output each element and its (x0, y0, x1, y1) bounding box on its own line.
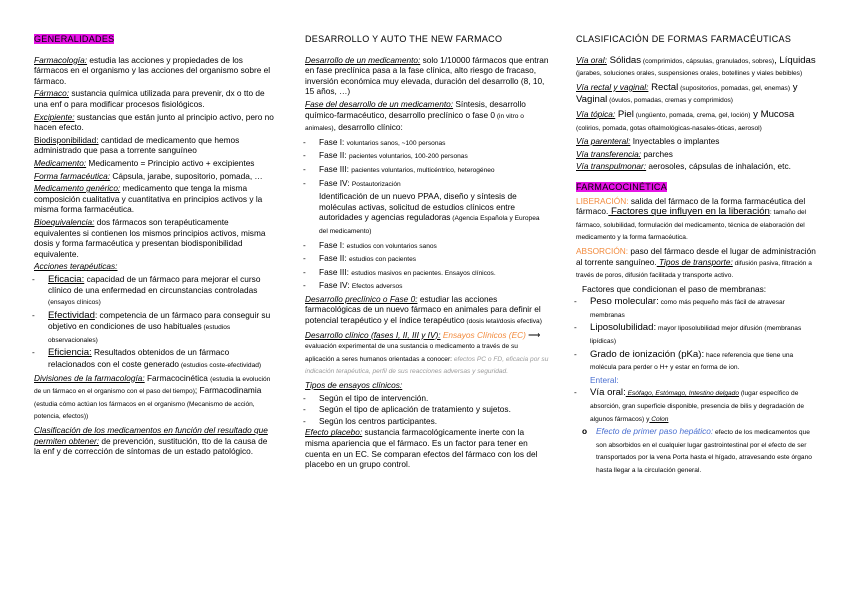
term: Eficacia: (48, 273, 85, 285)
arrow-icon: ⟶ (525, 329, 541, 340)
term: Excipiente: (34, 111, 75, 122)
def-via-oral (576, 55, 816, 80)
subterm: Tipos de transporte: (656, 256, 733, 267)
note: (óvulos, pomadas, cremas y comprimidos) (607, 97, 733, 105)
definition: sustancia química utilizada para prevenir, dx o tto de una enf o para modificar procesos fisiológicos. (34, 88, 265, 109)
term: Fase del desarrollo de un medicamento: (305, 98, 454, 109)
definition: estudia las acciones y propiedades de los fármacos en el organismo y las acciones del organismo sobre el fármaco. (34, 54, 271, 86)
definition: , desarrollo clínico: (333, 122, 403, 133)
term: Tipos de ensayos clínicos: (305, 380, 403, 391)
definition: Sólidas (606, 54, 642, 66)
definition: parches (641, 148, 673, 159)
definition: solo 1/10000 fármacos que entran en fase preclínica pasa a la fase clínica, alto riesgo de fracaso, inversión económica muy elevada, duración del desarrollo (8, 10, 15 años, …) (305, 54, 549, 97)
fase-text: Efectos adversos (351, 283, 403, 291)
def-forma (34, 171, 276, 182)
section-title: CLASIFICACIÓN DE FORMAS FARMACÉUTICAS (576, 34, 792, 44)
term: Farmacología: (34, 54, 88, 65)
list-item (305, 267, 549, 280)
def-divisiones (34, 373, 276, 423)
fase-label: Fase III: (319, 266, 352, 277)
fase-label: Fase I: (319, 136, 347, 147)
list-item (305, 253, 549, 266)
factor-text: como más pequeño más fácil de atravesar membranas (590, 299, 785, 319)
def-via-transpulmonar (576, 161, 816, 172)
definition: y Mucosa (750, 108, 795, 120)
definition: Farmacocinética (144, 372, 208, 383)
factor-text: hace referencia que tiene una molécula para perder o H+ y estar en forma de ion. (590, 351, 794, 372)
def-liberacion (576, 196, 816, 244)
list-item-via-oral (576, 387, 816, 425)
term: Medicamento genérico: (34, 183, 121, 194)
def-fase-desarrollo (305, 99, 549, 135)
term: LIBERACIÓN: (576, 195, 629, 206)
definition: y Vaginal (576, 81, 798, 106)
term: Efecto placebo: (305, 427, 363, 438)
note: (jarabes, soluciones orales, suspensiones orales, botellines y viales bebibles) (576, 70, 803, 78)
term: Vía parenteral: (576, 136, 631, 147)
note: (supositorios, pomadas, gel, enemas) (678, 84, 791, 92)
list-item (305, 137, 549, 150)
tipo-text: Según los centros participantes. (319, 415, 438, 426)
fase-label: Fase III: (319, 163, 352, 174)
note: evaluación experimental de una sustancia o medicamento a través de su aplicación a seres humanos orientadas a conocer: (305, 343, 518, 363)
note: (dosis letal/dosis efectiva) (464, 318, 542, 326)
list-item (305, 240, 549, 253)
def-farmacologia (34, 55, 276, 87)
list-item-eficacia (34, 274, 276, 309)
definition: Medicamento = Principio activo + excipientes (86, 157, 255, 168)
heading-text: Factores que condicionan el paso de membranas: (582, 283, 767, 294)
fase-label: Fase II: (319, 253, 349, 264)
factor-text: mayor liposolubilidad mejor difusión (membranas lipídicas) (590, 325, 802, 346)
def-placebo (305, 427, 549, 469)
fase-label: Fase II: (319, 150, 349, 161)
factor-label: Liposolubilidad: (590, 322, 657, 334)
list-item (576, 349, 816, 374)
term: Medicamento: (34, 157, 87, 168)
def-preclinico (305, 294, 549, 328)
acciones-heading (34, 261, 276, 272)
definition: capacidad de un fármaco para mejorar el curso clínico de una enfermedad en circunstancias controladas (48, 273, 261, 296)
list-item (305, 393, 549, 404)
term: Desarrollo clínico (fases I, II, III y IV): (305, 329, 441, 340)
term: Vía transpulmonar: (576, 161, 647, 172)
def-clinico (305, 330, 549, 378)
term: Efectividad (48, 309, 95, 321)
term: Desarrollo preclínico o Fase 0: (305, 293, 418, 304)
note: (Agencia Española y Europea del medicamento) (319, 215, 540, 235)
definition: Rectal (648, 81, 679, 93)
note: (estudia la evolución de un fármaco en el organismo con el paso del tiempo) (34, 375, 271, 396)
note: (ungüento, pomada, crema, gel, loción) (633, 111, 751, 119)
definition: salida del fármaco de la forma farmacéutica del fármaco. (576, 195, 806, 217)
ensayos-clinicos-label: Ensayos Clínicos (EC) (440, 329, 526, 340)
term: Fármaco: (34, 88, 70, 99)
definition: aerosoles, cápsulas de inhalación, etc. (646, 161, 791, 172)
list-item (305, 404, 549, 415)
enteral-label: Enteral: (590, 374, 619, 385)
faint-note: efectos PC o FD, eficacia por su indicación terapéutica, perfil de sus reacciones adversas y seguridad. (305, 355, 549, 376)
section-title (34, 34, 276, 45)
list-item (576, 322, 816, 347)
term: Eficiencia: (48, 347, 92, 359)
def-farmaco (34, 88, 276, 109)
definition: , Líquidas (774, 54, 816, 66)
list-item-primer-paso (582, 426, 816, 476)
definition: sustancia farmacológicamente inerte con la misma apariencia que el fármaco. Es un factor para tener en cuenta en un EC. Se comparan efectos del fármaco con los del placebo en un grupo control. (305, 427, 538, 470)
tipos-heading (305, 380, 549, 391)
definition: medicamento que tenga la misma composición cualitativa y cuantitativa en principios activos y la misma forma farmacéutica. (34, 183, 263, 215)
fase-text: pacientes voluntarios, multicéntrico, heterogéneo (351, 166, 495, 174)
term: Vía tópica: (576, 108, 616, 119)
definition: Síntesis, desarrollo químico-farmacéutico, desarrollo preclínico o fase 0 (305, 98, 526, 120)
list-item-eficiencia (34, 347, 276, 371)
def-medicamento (34, 158, 276, 169)
list-item (305, 280, 549, 293)
term: Desarrollo de un medicamento: (305, 54, 421, 65)
factor-label: Peso molecular: (590, 296, 659, 308)
fase-text: Postautorización (351, 180, 401, 188)
term: Biodisponibilidad: (34, 134, 99, 145)
list-item-efectividad (34, 310, 276, 347)
identificacion-text (305, 191, 549, 237)
term: Acciones terapéuticas: (34, 261, 118, 272)
def-bioequivalencia (34, 217, 276, 259)
term: ABSORCIÓN: (576, 245, 629, 256)
fase-text: pacientes voluntarios, 100-200 personas (348, 153, 468, 161)
list-item (305, 416, 549, 427)
section-title-farmacocinetica (576, 182, 816, 193)
def-via-topica (576, 109, 816, 134)
tipo-text: Según el tipo de intervención. (319, 392, 429, 403)
definition: Cápsula, jarabe, supositorio, pomada, … (110, 170, 263, 181)
term: Efecto de primer paso hepático: (596, 426, 714, 437)
note: (in vitro o animales) (305, 112, 524, 133)
def-absorcion (576, 246, 816, 282)
fase-label: Fase IV: (319, 280, 352, 291)
note: (estudios coste-efectividad) (179, 362, 262, 370)
fase-text: estudios masivos en pacientes. Ensayos clínicos. (351, 269, 496, 277)
note: (lugar específico de absorción, gran superficie disponible, presencia de bilis y degradación de algunos fármacos) y (590, 390, 805, 423)
definition: cantidad de medicamento que hemos administrado que pasa a torrente sanguíneo (34, 134, 240, 156)
term: Vía transferencia: (576, 148, 642, 159)
column-clasificacion (576, 34, 816, 478)
definition: Piel (615, 108, 634, 120)
fase-text: estudios con pacientes (348, 256, 417, 264)
fases-list (305, 137, 549, 190)
definition: estudiar las acciones farmacológicas de un nuevo fármaco en animales para definir el potencial terapéutico y el índice terapéutico (305, 293, 541, 326)
definition: dos fármacos son terapéuticamente equivalentes si contienen los mismos principios activos, misma dosis y forma farmacéutica y presentan biodisponibilidad equivalente. (34, 216, 266, 259)
title-highlight: GENERALIDADES (34, 34, 115, 44)
note: (ensayos clínicos) (48, 299, 101, 307)
definition: Identificación de un nuevo PPAA, diseño y síntesis de moléculas activas, solicitud de estudios clínicos entre autoridades y agencias reguladoras (319, 191, 517, 223)
tipo-text: Según el tipo de aplicación de tratamiento y sujetos. (319, 404, 511, 415)
def-via-parenteral (576, 136, 816, 147)
column-generalidades (34, 34, 276, 459)
term: Forma farmacéutica: (34, 170, 111, 181)
subterm: Colon (649, 415, 669, 423)
list-item (305, 164, 549, 177)
term: Vía rectal y vaginal: (576, 81, 649, 92)
term: Clasificación de los medicamentos en función del resultado que permiten obtener: (34, 425, 268, 446)
term: Divisiones de la farmacología: (34, 372, 145, 383)
fase-text: estudios con voluntarios sanos (346, 242, 437, 250)
note: efecto de los medicamentos que son absorbidos en el cualquier lugar gastrointestinal por el efecto de ser transportados por la vena Porta hasta el hígado, atravesando este órgano hasta llegar a la circulación general. (596, 429, 812, 474)
list-item (576, 296, 816, 321)
definition: : competencia de un fármaco para conseguir su objetivo en condiciones de uso habituales (48, 309, 271, 332)
note: difusión pasiva, filtración a través de poros, difusión facilitada y transporte activo. (576, 259, 812, 280)
fases-list-2 (305, 240, 549, 293)
note: (estudia cómo actúan los fármacos en el organismo (Mecanismo de acción, potencia, efectos)) (34, 400, 255, 421)
column-desarrollo (305, 34, 549, 472)
fase-text: voluntarios sanos, ~100 personas (346, 139, 446, 147)
fase-label: Fase I: (319, 239, 347, 250)
definition: Inyectables o implantes (630, 136, 720, 147)
definition: sustancias que están junto al principio activo, pero no hacen efecto. (34, 111, 274, 133)
subterm: Factores que influyen en la liberación (608, 206, 770, 218)
def-via-transferencia (576, 149, 816, 160)
section-title: DESARROLLO Y AUTO THE NEW FARMACO (305, 34, 503, 44)
list-item (305, 150, 549, 163)
title-highlight: FARMACOCINÉTICA (576, 181, 668, 192)
term: Vía oral: (576, 54, 607, 65)
fase-label: Fase IV: (319, 177, 352, 188)
def-biodisponibilidad (34, 135, 276, 156)
def-generico (34, 183, 276, 215)
term: Bioequivalencia: (34, 216, 95, 227)
definition: Resultados obtenidos de un fármaco relacionados con el coste generado (48, 347, 230, 370)
note: (colirios, pomada, gotas oftalmológicas-nasales-óticas, aerosol) (576, 124, 762, 132)
note: (estudios observacionales) (48, 324, 231, 344)
def-excipiente (34, 112, 276, 133)
note: : tamaño del fármaco, solubilidad, formulación del medicamento, técnica de elaboración del medicamento y la forma farmacéutica. (576, 209, 807, 242)
factor-label: Grado de ionización (pKa): (590, 348, 705, 360)
term: Vía oral: (590, 387, 626, 399)
definition: paso del fármaco desde el lugar de administración al torrente sanguíneo. (576, 245, 816, 267)
def-desarrollo (305, 55, 549, 97)
note: (comprimidos, cápsulas, granulados, sobres) (641, 57, 775, 65)
subterm: Esófago, Estómago, Intestino delgado (625, 390, 740, 398)
factores-heading (576, 284, 816, 295)
definition: de prevención, sustitución, tto de la causa de la enf y de corrección de síntomas de un estado patológico. (34, 435, 268, 457)
def-via-rectal (576, 82, 816, 107)
list-item (305, 178, 549, 191)
definition: ; Farmacodinamia (194, 385, 262, 396)
def-clasificacion (34, 425, 276, 457)
